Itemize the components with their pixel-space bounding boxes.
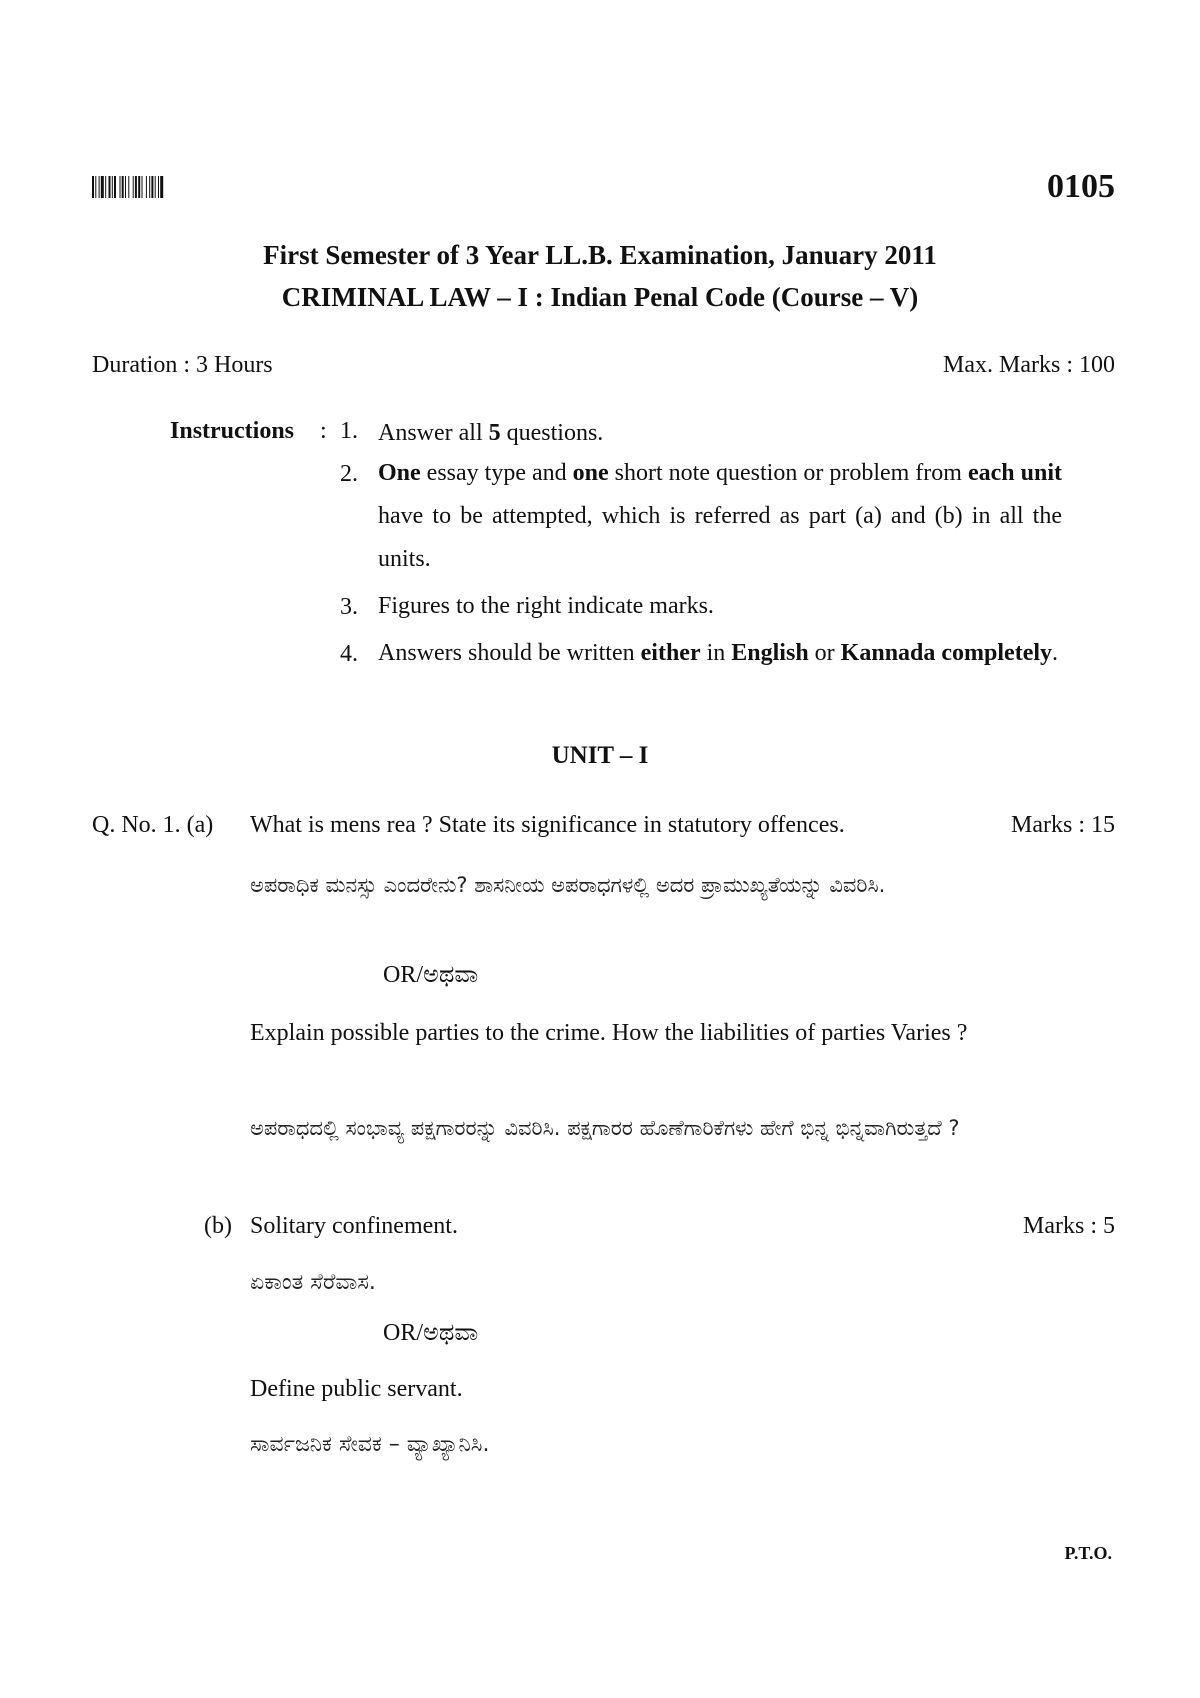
question-1b-marks: Marks : 5: [1023, 1213, 1115, 1239]
instruction-item: [340, 461, 1062, 581]
instruction-fragment: questions.: [500, 420, 604, 446]
instruction-emphasis: 5: [488, 420, 501, 446]
paper-code: 0105: [1047, 168, 1115, 205]
question-1b-alt-kannada: ಸಾರ್ವಜನಿಕ ಸೇವಕ – ವ್ಯಾಖ್ಯಾನಿಸಿ.: [250, 1432, 490, 1457]
instruction-fragment: Figures to the right indicate marks.: [378, 593, 714, 619]
instruction-fragment: essay type and: [420, 460, 573, 486]
question-1b-kannada: ಏಕಾಂತ ಸೆರೆವಾಸ.: [250, 1270, 376, 1295]
instruction-fragment: Answers should be written: [378, 640, 641, 666]
duration: Duration : 3 Hours: [92, 352, 273, 378]
exam-title: First Semester of 3 Year LL.B. Examination, January 2011: [263, 240, 937, 270]
question-1a-kannada: ಅಪರಾಧಿಕ ಮನಸ್ಸು ಎಂದರೇನು? ಶಾಸನೀಯ ಅಪರಾಧಗಳಲ್ಲಿ ಅದರ ಪ್ರಾಮುಖ್ಯತೆಯನ್ನು ವಿವರಿಸಿ.: [250, 873, 886, 897]
instruction-emphasis: completely: [941, 640, 1053, 666]
question-1a-marks: Marks : 15: [1011, 812, 1115, 838]
instruction-fragment: in: [700, 640, 732, 666]
instruction-emphasis: English: [731, 640, 809, 666]
question-1b-label: (b): [204, 1213, 232, 1239]
instructions-colon: :: [320, 418, 327, 444]
barcode: [92, 176, 230, 198]
instruction-fragment: Answer all: [378, 420, 489, 446]
instruction-item: [340, 418, 1062, 448]
instruction-emphasis: one: [572, 460, 609, 486]
instruction-fragment: or: [808, 640, 841, 666]
instruction-item: [340, 594, 1062, 628]
instruction-fragment: .: [1052, 640, 1059, 666]
instruction-emphasis: each unit: [967, 460, 1062, 486]
question-label: Q. No. 1. (a): [92, 812, 214, 838]
instruction-fragment: have to be attempted, which is referred as part (a) and (b) in all the units.: [378, 503, 1062, 572]
instruction-number: 4.: [340, 641, 358, 667]
instructions-label: Instructions: [170, 418, 295, 444]
instruction-text: [378, 632, 1062, 675]
or-divider: OR/ಅಥವಾ: [383, 1320, 479, 1346]
instruction-item: [340, 641, 1062, 675]
question-1a-alt-kannada: ಅಪರಾಧದಲ್ಲಿ ಸಂಭಾವ್ಯ ಪಕ್ಷಗಾರರನ್ನು ವಿವರಿಸಿ. ಪಕ್ಷಗಾರರ ಹೊಣೆಗಾರಿಕೆಗಳು ಹೇಗೆ ಭಿನ್ನ ಭಿನ್ನವಾಗಿರುತ್ತದೆ ?: [250, 1116, 960, 1140]
max-marks: Max. Marks : 100: [943, 352, 1115, 378]
unit-heading: UNIT – I: [551, 742, 649, 769]
instruction-fragment: short note question or problem from: [608, 460, 968, 486]
instruction-emphasis: either: [640, 640, 701, 666]
instruction-text: [378, 418, 1062, 448]
question-1a-text: What is mens rea ? State its significance in statutory offences.: [250, 812, 845, 838]
exam-subtitle: CRIMINAL LAW – I : Indian Penal Code (Course – V): [281, 282, 919, 312]
question-1b-text: Solitary confinement.: [250, 1213, 458, 1239]
instruction-number: 2.: [340, 461, 358, 487]
question-1a-alt-text: Explain possible parties to the crime. How the liabilities of parties Varies ?: [250, 1020, 968, 1046]
question-1b-alt-text: Define public servant.: [250, 1376, 463, 1402]
or-divider: OR/ಅಥವಾ: [383, 962, 479, 988]
instruction-number: 1.: [340, 418, 358, 444]
instructions-list: [340, 418, 1062, 688]
instruction-text: [378, 585, 1062, 628]
page-turn-note: P.T.O.: [1064, 1543, 1112, 1563]
instruction-emphasis: Kannada: [840, 640, 936, 666]
instruction-number: 3.: [340, 594, 358, 620]
instruction-emphasis: One: [378, 460, 421, 486]
instruction-text: [378, 452, 1062, 581]
